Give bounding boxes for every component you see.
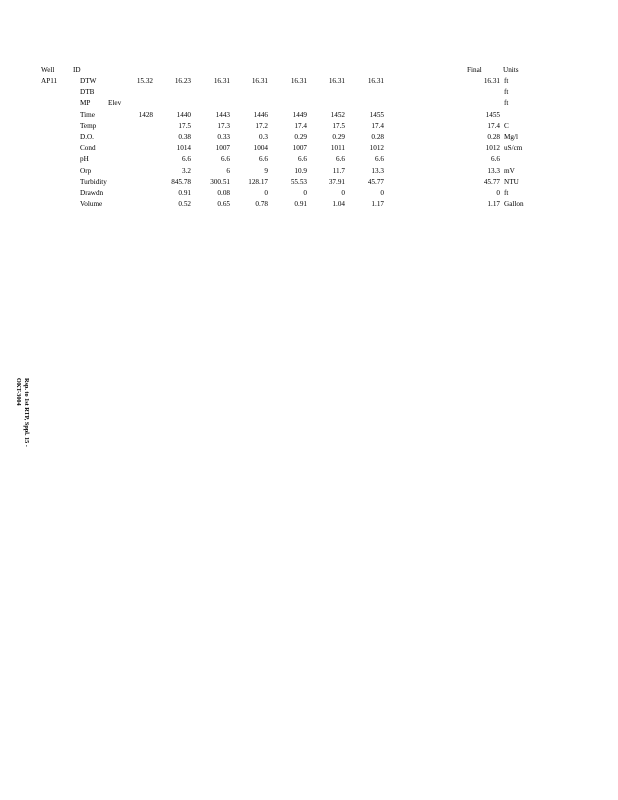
cell-final: 13.3: [487, 166, 500, 175]
cell-reading: 0: [341, 189, 345, 197]
cell-unit: ft: [504, 99, 509, 108]
cell-reading: 0.28: [371, 133, 384, 141]
row-label: Turbidity: [80, 177, 107, 186]
cell-reading: 16.31: [328, 77, 345, 85]
cell-reading: 17.5: [332, 121, 345, 130]
cell-reading: 3.2: [182, 166, 191, 175]
cell-reading: 0.33: [217, 133, 230, 141]
cell-unit: Mg/l: [504, 133, 518, 141]
cell-reading: 1446: [253, 110, 268, 119]
cell-reading: 6.6: [182, 155, 191, 164]
cell-reading: 1.17: [371, 200, 384, 209]
cell-reading: 0: [303, 189, 307, 197]
header-id: ID: [73, 66, 81, 74]
cell-reading: 17.4: [294, 121, 307, 130]
cell-initial: 15.32: [136, 77, 153, 85]
cell-reading: 0.91: [294, 200, 307, 209]
cell-reading: 0.3: [259, 133, 268, 141]
cell-reading: 16.31: [367, 77, 384, 85]
cell-final: 45.77: [483, 177, 500, 186]
cell-reading: 17.4: [371, 121, 384, 130]
cell-final: 0.28: [487, 133, 500, 141]
row-label: Drawdn: [80, 189, 104, 197]
cell-reading: 1012: [369, 144, 384, 153]
cell-reading: 1449: [292, 110, 307, 119]
cell-reading: 17.5: [178, 121, 191, 130]
cell-reading: 1.04: [332, 200, 345, 209]
cell-reading: 0.78: [255, 200, 268, 209]
cell-final: 1455: [485, 110, 500, 119]
cell-reading: 17.3: [217, 121, 230, 130]
cell-reading: 1443: [215, 110, 230, 119]
cell-reading: 10.9: [294, 166, 307, 175]
cell-reading: 6: [226, 166, 230, 175]
row-label: Orp: [80, 166, 92, 175]
row-label: Temp: [80, 121, 97, 130]
cell-reading: 1014: [176, 144, 191, 153]
cell-reading: 0.91: [178, 189, 191, 197]
cell-final: 17.4: [487, 121, 500, 130]
row-label: D.O.: [80, 133, 94, 141]
row-label: DTW: [80, 77, 97, 85]
cell-reading: 6.6: [298, 155, 307, 164]
cell-reading: 128.17: [248, 177, 268, 186]
cell-reading: 9: [264, 166, 268, 175]
cell-reading: 55.53: [290, 177, 307, 186]
header-well: Well: [41, 66, 55, 74]
cell-reading: 1007: [215, 144, 230, 153]
cell-reading: 6.6: [221, 155, 230, 164]
row-label: Volume: [80, 200, 103, 209]
cell-final: 1012: [485, 144, 500, 153]
cell-reading: 0.52: [178, 200, 191, 209]
cell-reading: 6.6: [259, 155, 268, 164]
row-label-secondary: Elev: [108, 99, 122, 108]
cell-initial: 1428: [138, 110, 153, 119]
row-label: pH: [80, 155, 89, 164]
cell-unit: mV: [504, 166, 515, 175]
cell-reading: 0.38: [178, 133, 191, 141]
cell-reading: 37.91: [328, 177, 345, 186]
row-label: DTB: [80, 88, 95, 97]
cell-reading: 6.6: [375, 155, 384, 164]
cell-final: 0: [496, 189, 500, 197]
cell-reading: 0.29: [294, 133, 307, 141]
header-units: Units: [503, 66, 519, 74]
cell-unit: ft: [504, 88, 509, 97]
cell-reading: 0.29: [332, 133, 345, 141]
header-final: Final: [467, 66, 482, 74]
cell-reading: 13.3: [371, 166, 384, 175]
cell-reading: 16.31: [290, 77, 307, 85]
cell-reading: 16.23: [174, 77, 191, 85]
cell-reading: 6.6: [336, 155, 345, 164]
row-label: Time: [80, 110, 95, 119]
well-id: AP11: [41, 77, 58, 85]
cell-reading: 16.31: [251, 77, 268, 85]
side-note-line1: Rsp. to 1st RTP, Sppl. 15 -: [23, 378, 30, 447]
cell-reading: 0.08: [217, 189, 230, 197]
cell-reading: 1007: [292, 144, 307, 153]
cell-reading: 845.78: [171, 177, 191, 186]
cell-unit: ft: [504, 77, 509, 85]
cell-reading: 17.2: [255, 121, 268, 130]
cell-final: 1.17: [487, 200, 500, 209]
cell-unit: Gallon: [504, 200, 524, 209]
side-note: [14, 378, 30, 498]
cell-reading: 0: [380, 189, 384, 197]
cell-final: 6.6: [491, 155, 500, 164]
cell-reading: 1455: [369, 110, 384, 119]
cell-reading: 1004: [253, 144, 268, 153]
cell-reading: 0: [264, 189, 268, 197]
cell-reading: 1452: [330, 110, 345, 119]
cell-unit: ft: [504, 189, 509, 197]
cell-unit: C: [504, 121, 509, 130]
cell-reading: 0.65: [217, 200, 230, 209]
cell-unit: uS/cm: [504, 144, 523, 153]
cell-final: 16.31: [483, 77, 500, 85]
row-label: MP: [80, 99, 91, 108]
row-label: Cond: [80, 144, 96, 153]
cell-reading: 11.7: [332, 166, 345, 175]
cell-reading: 16.31: [213, 77, 230, 85]
cell-reading: 1440: [176, 110, 191, 119]
side-note-line2: OKT-3004: [15, 378, 22, 406]
cell-unit: NTU: [504, 177, 519, 186]
cell-reading: 1011: [330, 144, 345, 153]
cell-reading: 300.51: [210, 177, 230, 186]
cell-reading: 45.77: [367, 177, 384, 186]
